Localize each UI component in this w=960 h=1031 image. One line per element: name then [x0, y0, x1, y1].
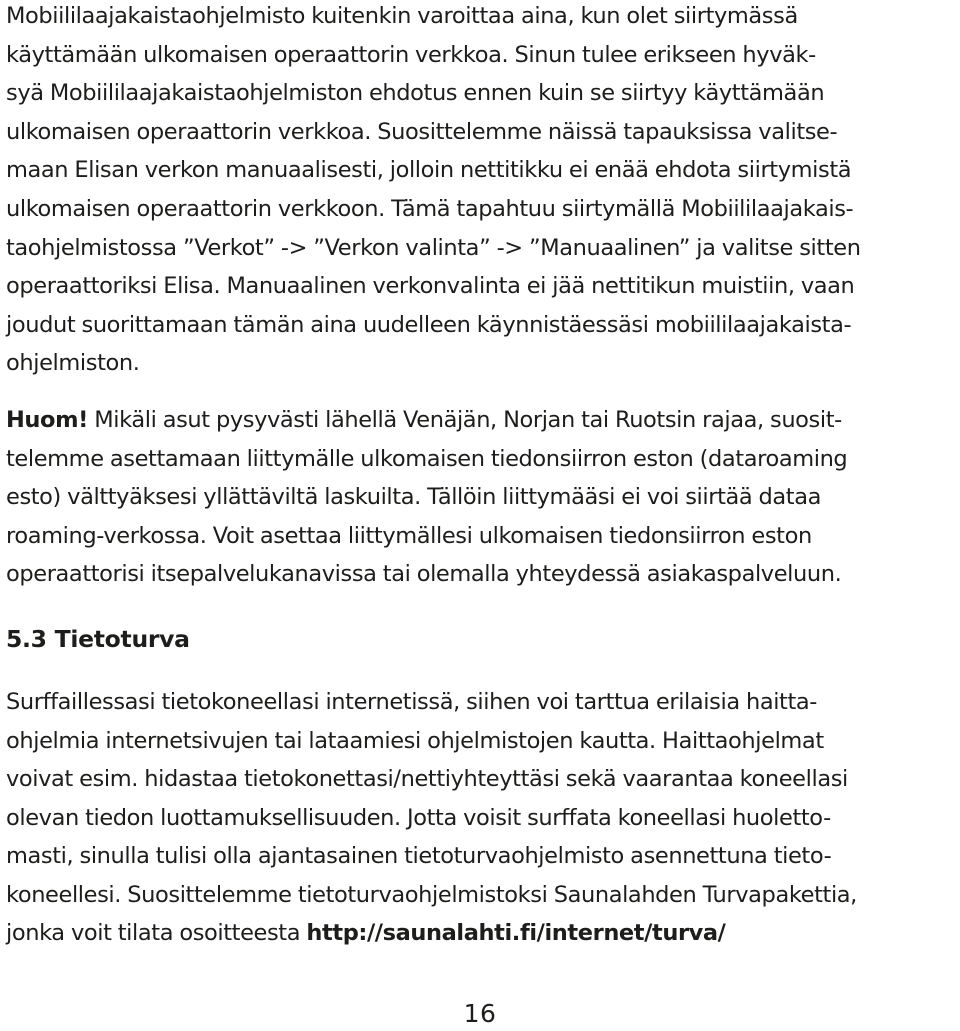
turva-link[interactable]: http://saunalahti.fi/internet/turva/ [306, 920, 726, 947]
text-line: ulkomaisen operaattorin verkkoon. Tämä tapahtuu siirtymällä Mobiililaajakais- [6, 195, 854, 222]
document-page [6, 0, 954, 953]
last-line-text: jonka voit tilata osoitteesta [6, 920, 307, 947]
text-line: ohjelmia internetsivujen tai lataamiesi ohjelmistojen kautta. Haittaohjelmat [6, 727, 824, 754]
text-line: käyttämään ulkomaisen operaattorin verkkoa. Sinun tulee erikseen hyväk- [6, 41, 816, 68]
text-line: operaattorisi itsepalvelukanavissa tai olemalla yhteydessä asiakaspalveluun. [6, 561, 842, 588]
page-number: 16 [463, 999, 497, 1028]
intro-paragraph [6, 0, 954, 383]
note-first-line [6, 401, 954, 440]
note-first-line-text: Mikäli asut pysyvästi lähellä Venäjän, Norjan tai Ruotsin rajaa, suosit- [88, 406, 842, 433]
text-line: taohjelmistossa ”Verkot” -> ”Verkon valinta” -> ”Manuaalinen” ja valitse sitten [6, 234, 861, 261]
note-paragraph [6, 401, 954, 594]
text-line: ohjelmiston. [6, 350, 140, 377]
text-line: esto) välttyäksesi yllättäviltä laskuilta. Tällöin liittymääsi ei voi siirtää dataa [6, 484, 821, 511]
text-line: operaattoriksi Elisa. Manuaalinen verkonvalinta ei jää nettitikun muistiin, vaan [6, 273, 855, 300]
text-line: maan Elisan verkon manuaalisesti, jolloin nettitikku ei enää ehdota siirtymistä [6, 157, 852, 184]
text-line: Surffaillessasi tietokoneellasi internetissä, siihen voi tarttua erilaisia haitta- [6, 688, 818, 715]
text-line: Mobiililaajakaistaohjelmisto kuitenkin varoittaa aina, kun olet siirtymässä [6, 3, 798, 29]
text-line: syä Mobiililaajakaistaohjelmiston ehdotus ennen kuin se siirtyy käyttämään [6, 80, 825, 107]
text-line: koneellesi. Suosittelemme tietoturvaohjelmistoksi Saunalahden Turvapakettia, [6, 881, 857, 908]
text-line: voivat esim. hidastaa tietokonettasi/nettiyhteyttäsi sekä vaarantaa koneellasi [6, 766, 848, 793]
text-line: joudut suorittamaan tämän aina uudelleen käynnistäessäsi mobiililaajakaista- [6, 311, 852, 338]
text-line: masti, sinulla tulisi olla ajantasainen tietoturvaohjelmisto asennettuna tieto- [6, 843, 832, 870]
text-line: roaming-verkossa. Voit asettaa liittymällesi ulkomaisen tiedonsiirron eston [6, 522, 812, 549]
security-last-line [6, 914, 954, 953]
text-line: olevan tiedon luottamuksellisuuden. Jotta voisit surffata koneellasi huoletto- [6, 804, 831, 831]
text-line: telemme asettamaan liittymälle ulkomaisen tiedonsiirron eston (dataroaming [6, 445, 848, 472]
security-paragraph [6, 683, 954, 953]
text-line: ulkomaisen operaattorin verkkoa. Suosittelemme näissä tapauksissa valitse- [6, 118, 838, 145]
section-heading: 5.3 Tietoturva [6, 624, 190, 653]
note-label: Huom! [6, 406, 89, 433]
